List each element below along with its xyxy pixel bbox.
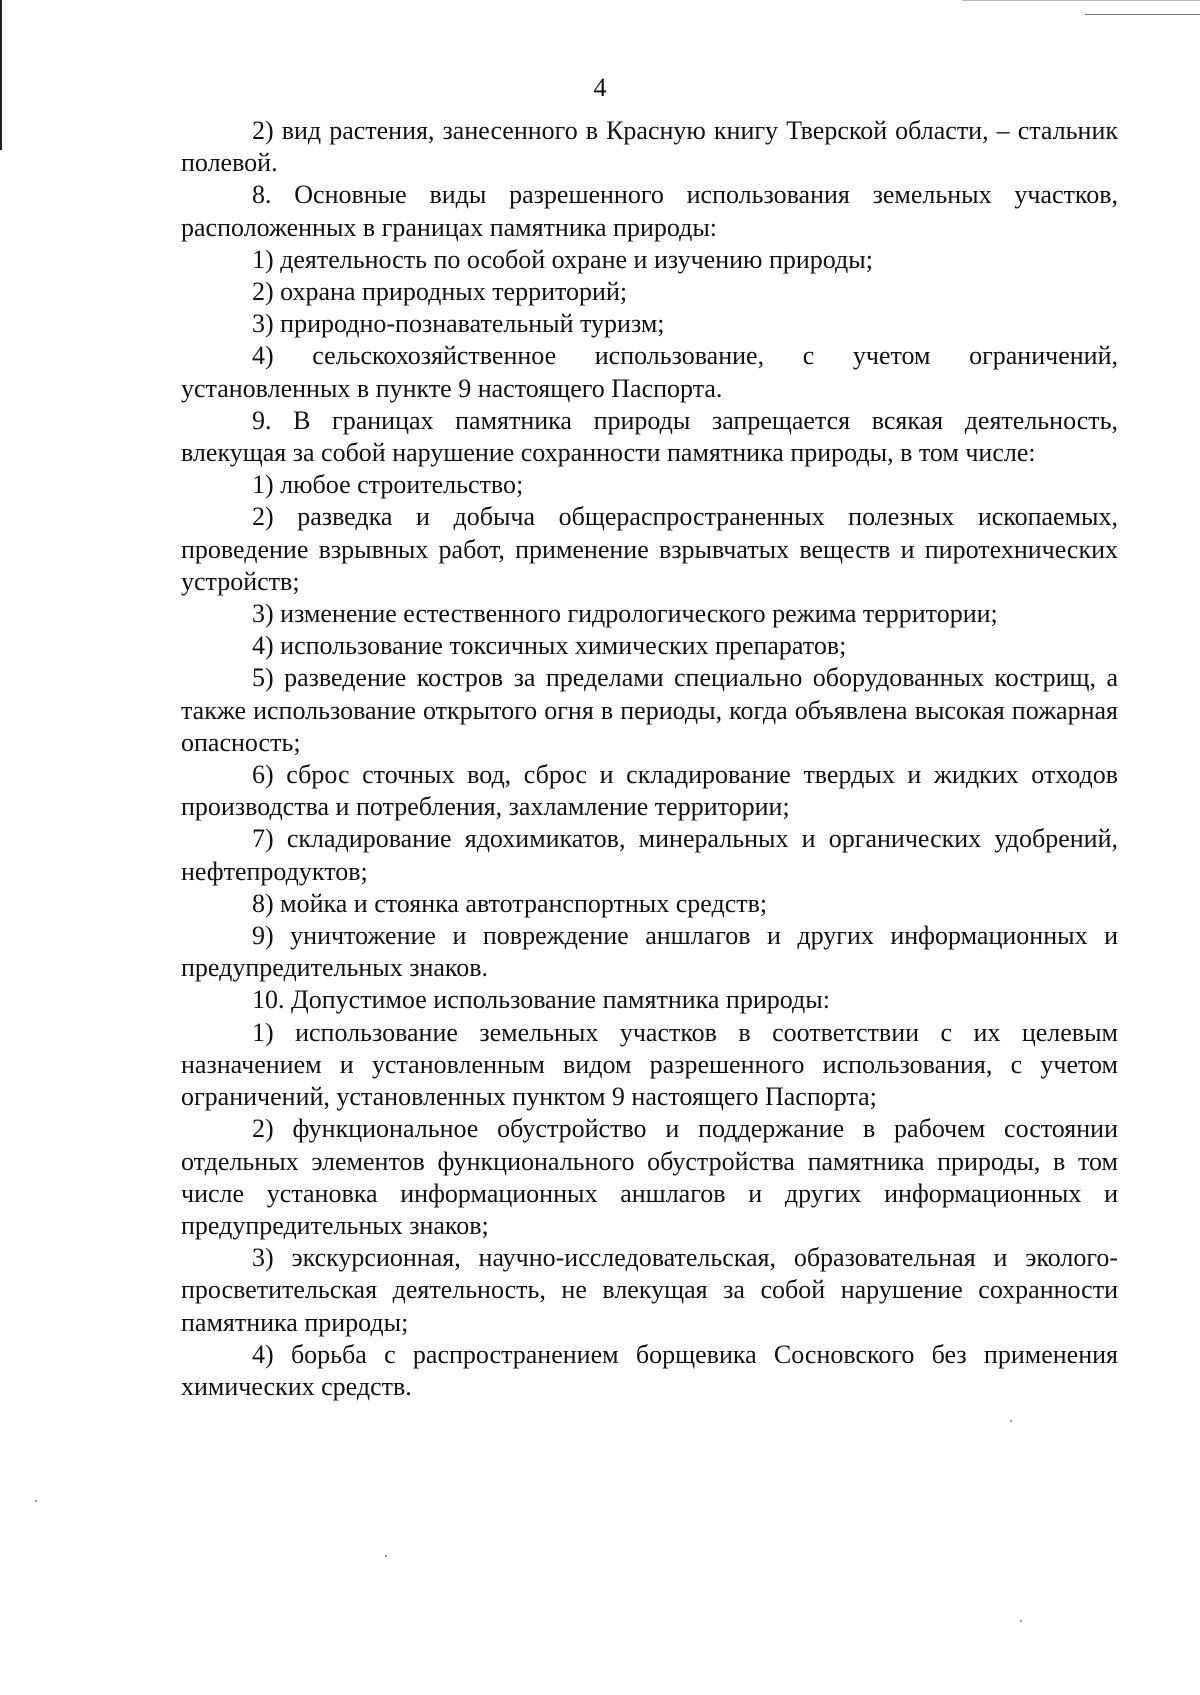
list-item: 1) деятельность по особой охране и изучению природы;: [252, 244, 873, 274]
scan-speck: [35, 1500, 37, 1502]
list-item: 2) функциональное обустройство и поддержание в рабочем состоянии отдельных элементов функционального обустройства памятника природы, в том числе установка информационных аншлагов и других информационных и предупредительных знаков;: [181, 1114, 1118, 1240]
list-item: 3) изменение естественного гидрологического режима территории;: [252, 599, 998, 629]
scan-artifact-line: [1085, 14, 1200, 15]
paragraph: 10. Допустимое использование памятника природы:: [252, 985, 830, 1015]
list-item: 1) использование земельных участков в соответствии с их целевым назначением и установленным видом разрешенного использования, с учетом ограничений, установленных пунктом 9 настоящего Паспорта;: [181, 1017, 1118, 1112]
list-item: 5) разведение костров за пределами специально оборудованных кострищ, а также использование открытого огня в периоды, когда объявлена высокая пожарная опасность;: [181, 663, 1118, 757]
page-number: 4: [593, 73, 607, 102]
paragraph: 2) вид растения, занесенного в Красную книгу Тверской области, – стальник полевой.: [181, 116, 1118, 178]
scan-speck: [1010, 1420, 1012, 1422]
paragraph: 9. В границах памятника природы запрещается всякая деятельность, влекущая за собой нарушение сохранности памятника природы, в том числе:: [181, 405, 1118, 468]
list-item: 2) охрана природных территорий;: [252, 277, 628, 307]
list-item: 7) складирование ядохимикатов, минеральных и органических удобрений, нефтепродуктов;: [181, 824, 1118, 886]
document-body: [181, 115, 1118, 1403]
list-item: 8) мойка и стоянка автотранспортных средств;: [252, 888, 768, 918]
list-item: 3) природно-познавательный туризм;: [252, 309, 665, 339]
list-item: 3) экскурсионная, научно-исследовательская, образовательная и эколого-просветительская деятельность, не влекущая за собой нарушение сохранности памятника природы;: [181, 1243, 1118, 1337]
scan-speck: [385, 1555, 387, 1557]
scan-speck: [1020, 1620, 1022, 1622]
list-item: 9) уничтожение и повреждение аншлагов и других информационных и предупредительных знаков.: [181, 921, 1118, 983]
paragraph: 8. Основные виды разрешенного использования земельных участков, расположенных в границах памятника природы:: [181, 180, 1118, 242]
list-item: 4) сельскохозяйственное использование, с учетом ограничений, установленных в пункте 9 настоящего Паспорта.: [181, 341, 1118, 403]
list-item: 1) любое строительство;: [252, 470, 524, 500]
list-item: 2) разведка и добыча общераспространенных полезных ископаемых, проведение взрывных работ, применение взрывчатых веществ и пиротехнических устройств;: [181, 502, 1118, 596]
list-item: 4) борьба с распространением борщевика Сосновского без применения химических средств.: [181, 1339, 1118, 1401]
list-item: 4) использование токсичных химических препаратов;: [252, 631, 847, 661]
list-item: 6) сброс сточных вод, сброс и складирование твердых и жидких отходов производства и потребления, захламление территории;: [181, 760, 1118, 822]
scan-artifact-line: [962, 0, 1200, 1]
